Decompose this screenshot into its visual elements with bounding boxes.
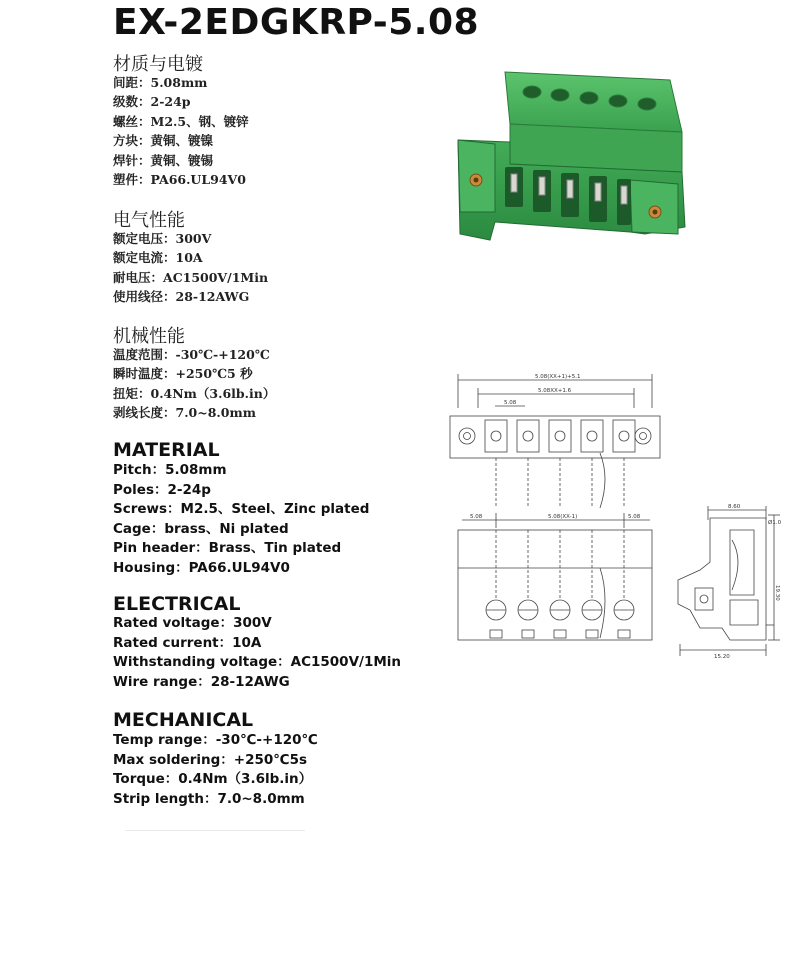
connector-product-image [450,62,690,252]
cn-electrical-line: 额定电流：10A [113,250,203,266]
en-mechanical-line: Strip length：7.0~8.0mm [113,790,305,807]
side-view-drawing [670,500,785,660]
cn-mechanical-list [113,345,275,423]
cn-electrical-line: 使用线径：28-12AWG [113,289,250,305]
dim-height-label: 19.30 [774,585,780,601]
dim-right-label: 5.08 [628,514,641,520]
en-mechanical-heading: MECHANICAL [113,709,254,731]
dim-pitch-label: 5.08 [504,400,517,406]
cn-material-line: 塑件：PA66.UL94V0 [113,172,246,188]
en-mechanical-line: Torque：0.4Nm（3.6lb.in） [113,771,313,787]
cn-mechanical-line: 温度范围：-30℃-+120℃ [113,347,270,362]
dim-inner-label: 5.08XX+1.6 [538,388,572,394]
cn-material-list [113,73,249,189]
dim-total-label: 5.08(XX+1)+5.1 [535,374,581,380]
en-material-line: Pin header：Brass、Tin plated [113,540,342,556]
cn-electrical-line: 耐电压：AC1500V/1Min [113,269,269,285]
en-material-line: Housing：PA66.UL94V0 [113,559,290,576]
divider [125,830,305,831]
dim-small-label: Ø1.0 [768,520,782,526]
en-material-line: Screws：M2.5、Steel、Zinc plated [113,501,370,517]
cn-material-line: 焊针：黄铜、镀锡 [113,152,214,168]
dim-top-label: 8.60 [728,504,741,510]
en-electrical-line: Withstanding voltage：AC1500V/1Min [113,654,402,670]
dim-mid-label: 5.08(XX-1) [548,514,578,520]
cn-electrical-line: 额定电压：300V [113,231,212,246]
front-view-drawing [440,368,670,658]
cn-electrical-heading: 电气性能 [113,210,185,231]
en-material-line: Poles：2-24p [113,481,211,498]
en-electrical-heading: ELECTRICAL [113,593,241,615]
cn-mechanical-line: 剥线长度：7.0~8.0mm [113,405,256,421]
cn-mechanical-heading: 机械性能 [113,326,185,347]
en-mechanical-line: Temp range：-30℃-+120℃ [113,732,318,748]
en-mechanical-line: Max soldering：+250℃5s [113,751,308,768]
en-material-heading: MATERIAL [113,439,220,461]
en-electrical-list [113,614,401,692]
en-electrical-line: Rated current：10A [113,634,262,651]
en-material-list [113,461,369,578]
en-electrical-line: Rated voltage：300V [113,615,272,631]
cn-material-line: 间距：5.08mm [113,75,208,90]
cn-mechanical-line: 瞬时温度：+250℃5 秒 [113,366,253,382]
en-mechanical-list [113,731,318,809]
cn-mechanical-line: 扭矩：0.4Nm（3.6lb.in） [113,385,276,401]
cn-material-line: 级数：2-24p [113,94,191,110]
cn-material-line: 螺丝：M2.5、钢、镀锌 [113,113,249,129]
cn-electrical-list [113,229,268,307]
product-title: EX-2EDGKRP-5.08 [113,2,480,43]
dim-left-label: 5.08 [470,514,483,520]
en-electrical-line: Wire range：28-12AWG [113,673,290,690]
en-material-line: Pitch：5.08mm [113,462,227,478]
cn-material-line: 方块：黄铜、镀镍 [113,133,214,149]
cn-material-heading: 材质与电镀 [113,54,203,75]
dim-bottom-label: 15.20 [714,654,730,660]
en-material-line: Cage：brass、Ni plated [113,520,289,537]
